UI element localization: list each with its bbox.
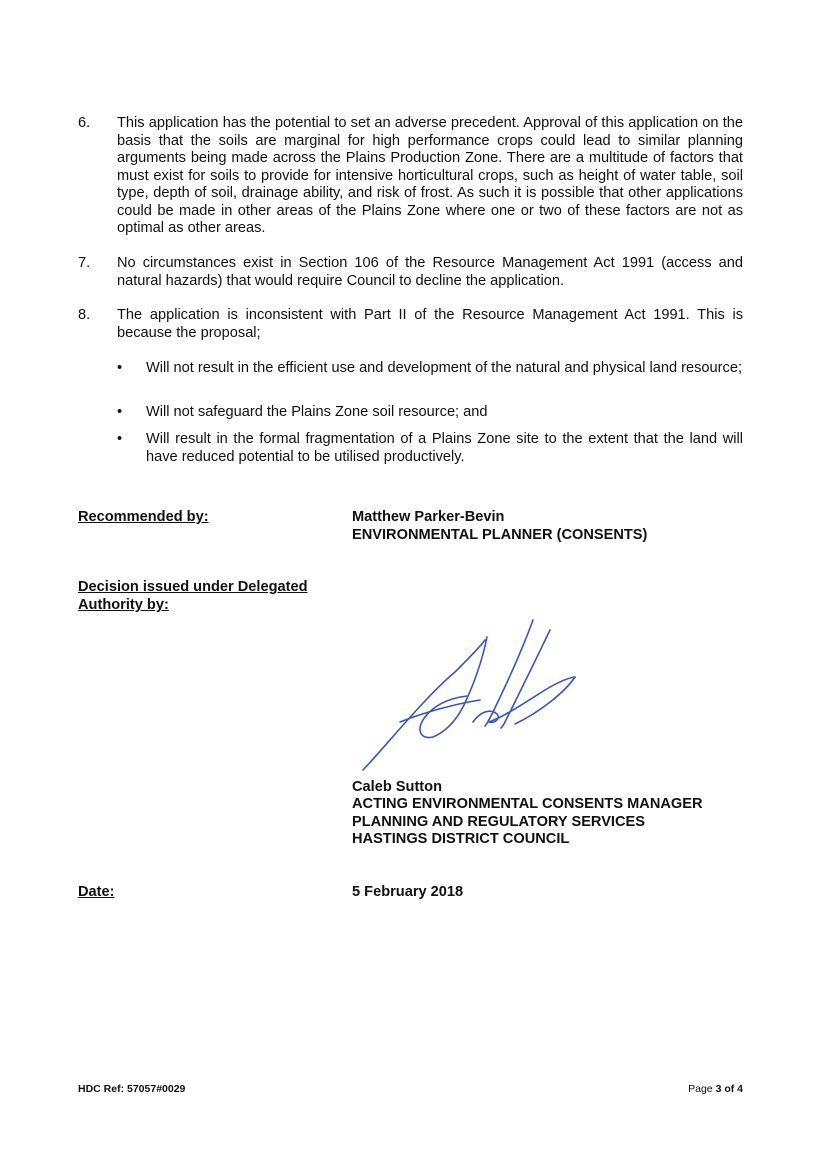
recommender-title: ENVIRONMENTAL PLANNER (CONSENTS) <box>352 527 648 543</box>
page-of: of <box>721 1083 738 1095</box>
decision-label-line2: Authority by: <box>78 597 169 613</box>
page-total: 4 <box>737 1083 743 1095</box>
paragraph-8 <box>78 307 743 342</box>
decision-title-line1: ACTING ENVIRONMENTAL CONSENTS MANAGER <box>352 796 703 812</box>
bullet-item-2 <box>117 404 743 422</box>
paragraph-number: 8. <box>78 307 91 323</box>
decision-title-line2: PLANNING AND REGULATORY SERVICES <box>352 814 645 830</box>
bullet-item-3 <box>117 431 743 466</box>
paragraph-text: This application has the potential to set an adverse precedent. Approval of this application on the basis that the soils are marginal for high performance crops could lead to similar planning arguments being made across the Plains Production Zone. There are a multitude of factors that must exist for soils to provide for intensive horticultural crops, such as height of water table, soil type, depth of soil, drainage ability, and risk of frost. As such it is possible that other applications could be made in other areas of the Plains Zone where one or two of these factors are not as optimal as other areas. <box>117 115 743 236</box>
bullet-text: Will not result in the efficient use and development of the natural and physical land resource; <box>146 360 742 376</box>
page-prefix: Page <box>688 1083 716 1095</box>
signature-image <box>355 612 585 777</box>
footer-page-number <box>688 1083 743 1096</box>
decision-title-line3: HASTINGS DISTRICT COUNCIL <box>352 831 570 847</box>
decision-label-line1: Decision issued under Delegated <box>78 579 308 595</box>
paragraph-7 <box>78 255 743 290</box>
bullet-symbol: • <box>117 360 123 376</box>
date-label: Date: <box>78 884 115 900</box>
recommender-name: Matthew Parker-Bevin <box>352 509 505 525</box>
page-current: 3 <box>715 1083 722 1095</box>
paragraph-text: No circumstances exist in Section 106 of the Resource Management Act 1991 (access and natural hazards) that would require Council to decline the application. <box>117 255 743 289</box>
paragraph-text: The application is inconsistent with Part II of the Resource Management Act 1991. This is because the proposal; <box>117 307 743 341</box>
paragraph-number: 6. <box>78 115 91 131</box>
bullet-symbol: • <box>117 404 123 420</box>
footer-reference: HDC Ref: 57057#0029 <box>78 1083 186 1095</box>
bullet-text: Will not safeguard the Plains Zone soil resource; and <box>146 404 488 420</box>
bullet-item-1 <box>117 360 743 378</box>
date-value: 5 February 2018 <box>352 884 464 900</box>
paragraph-number: 7. <box>78 255 91 271</box>
paragraph-6 <box>78 115 743 238</box>
recommended-by-label: Recommended by: <box>78 509 209 525</box>
bullet-text: Will result in the formal fragmentation of a Plains Zone site to the extent that the land will have reduced potential to be utilised productively. <box>146 431 743 465</box>
decision-signatory-name: Caleb Sutton <box>352 779 442 795</box>
bullet-symbol: • <box>117 431 123 447</box>
